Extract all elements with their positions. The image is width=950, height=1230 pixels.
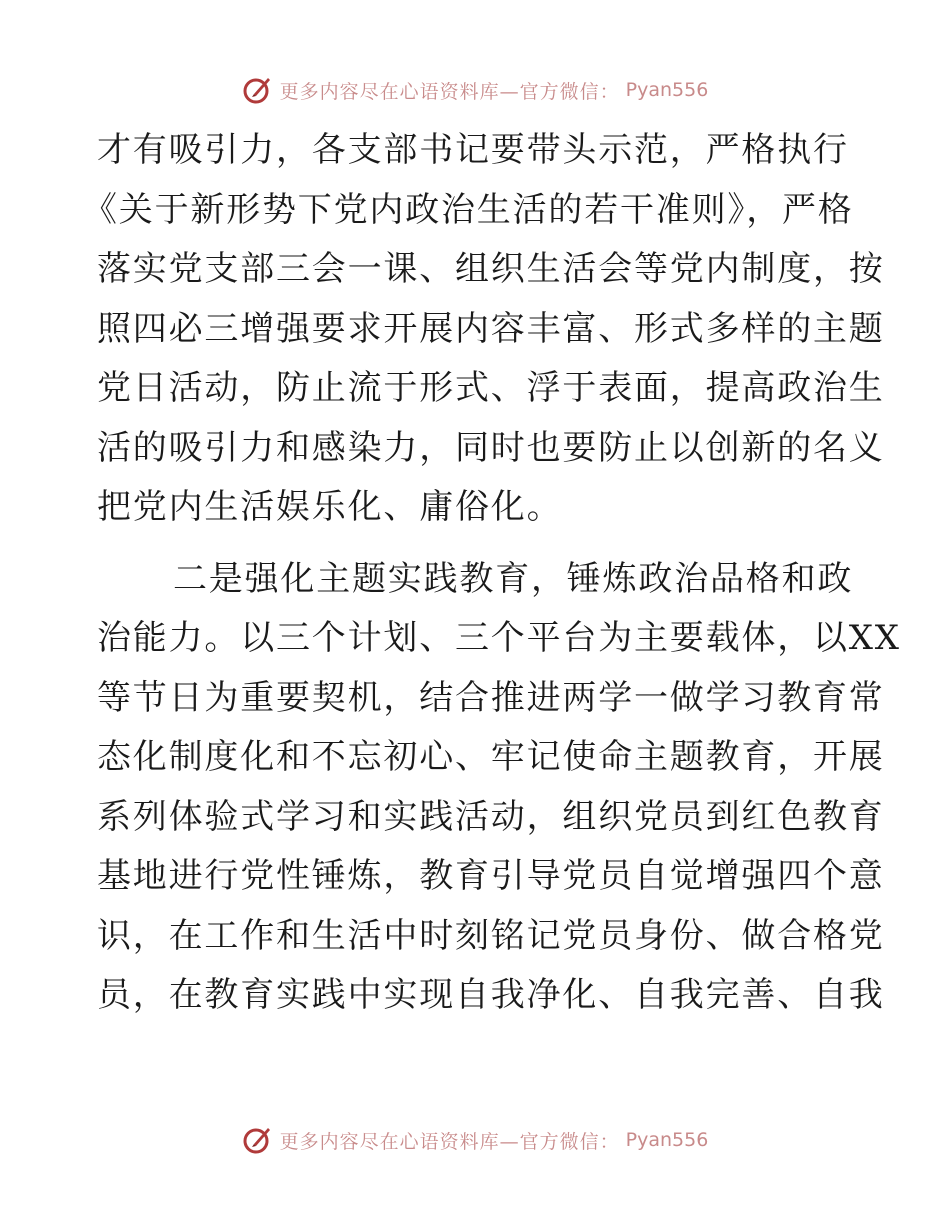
footer-watermark [0, 1120, 950, 1160]
document-body [83, 121, 901, 1026]
text-line: 二是强化主题实践教育，锤炼政治品格和政 [173, 558, 854, 599]
text-line: 基地进行党性锤炼，教育引导党员自觉增强四个意 [97, 856, 885, 896]
text-line: 活的吸引力和感染力，同时也要防止以创新的名义 [97, 427, 885, 468]
header-watermark [0, 70, 950, 110]
text-line: 态化制度化和不忘初心、牢记使命主题教育，开展 [97, 737, 885, 777]
text-line: 照四必三增强要求开展内容丰富、形式多样的主题 [97, 308, 885, 349]
text-line: 党日活动，防止流于形式、浮于表面，提高政治生 [97, 368, 885, 408]
text-line: 员，在教育实践中实现自我净化、自我完善、自我 [97, 975, 885, 1015]
text-line: 系列体验式学习和实践活动，组织党员到红色教育 [97, 796, 885, 837]
text-line: 识，在工作和生活中时刻铭记党员身份、做合格党 [97, 915, 885, 956]
text-line: 治能力。以三个计划、三个平台为主要载体，以XX [97, 618, 901, 658]
watermark-text: 更多内容尽在心语资料库—官方微信： [279, 80, 620, 103]
quill-logo-icon [242, 1124, 274, 1156]
paragraph-2 [97, 550, 901, 1026]
quill-logo-icon [242, 74, 274, 106]
paragraph-1 [83, 121, 885, 538]
watermark-wechat-id: Pyan556 [625, 79, 709, 101]
watermark-wechat-id: Pyan556 [625, 1129, 709, 1151]
text-line: 落实党支部三会一课、组织生活会等党内制度，按 [97, 249, 885, 289]
text-line: 《关于新形势下党内政治生活的若干准则》，严格 [83, 189, 854, 230]
watermark-text: 更多内容尽在心语资料库—官方微信： [279, 1130, 620, 1153]
text-line: 才有吸引力，各支部书记要带头示范，严格执行 [97, 130, 849, 170]
text-line: 等节日为重要契机，结合推进两学一做学习教育常 [97, 677, 885, 718]
text-line: 把党内生活娱乐化、庸俗化。 [97, 487, 563, 527]
